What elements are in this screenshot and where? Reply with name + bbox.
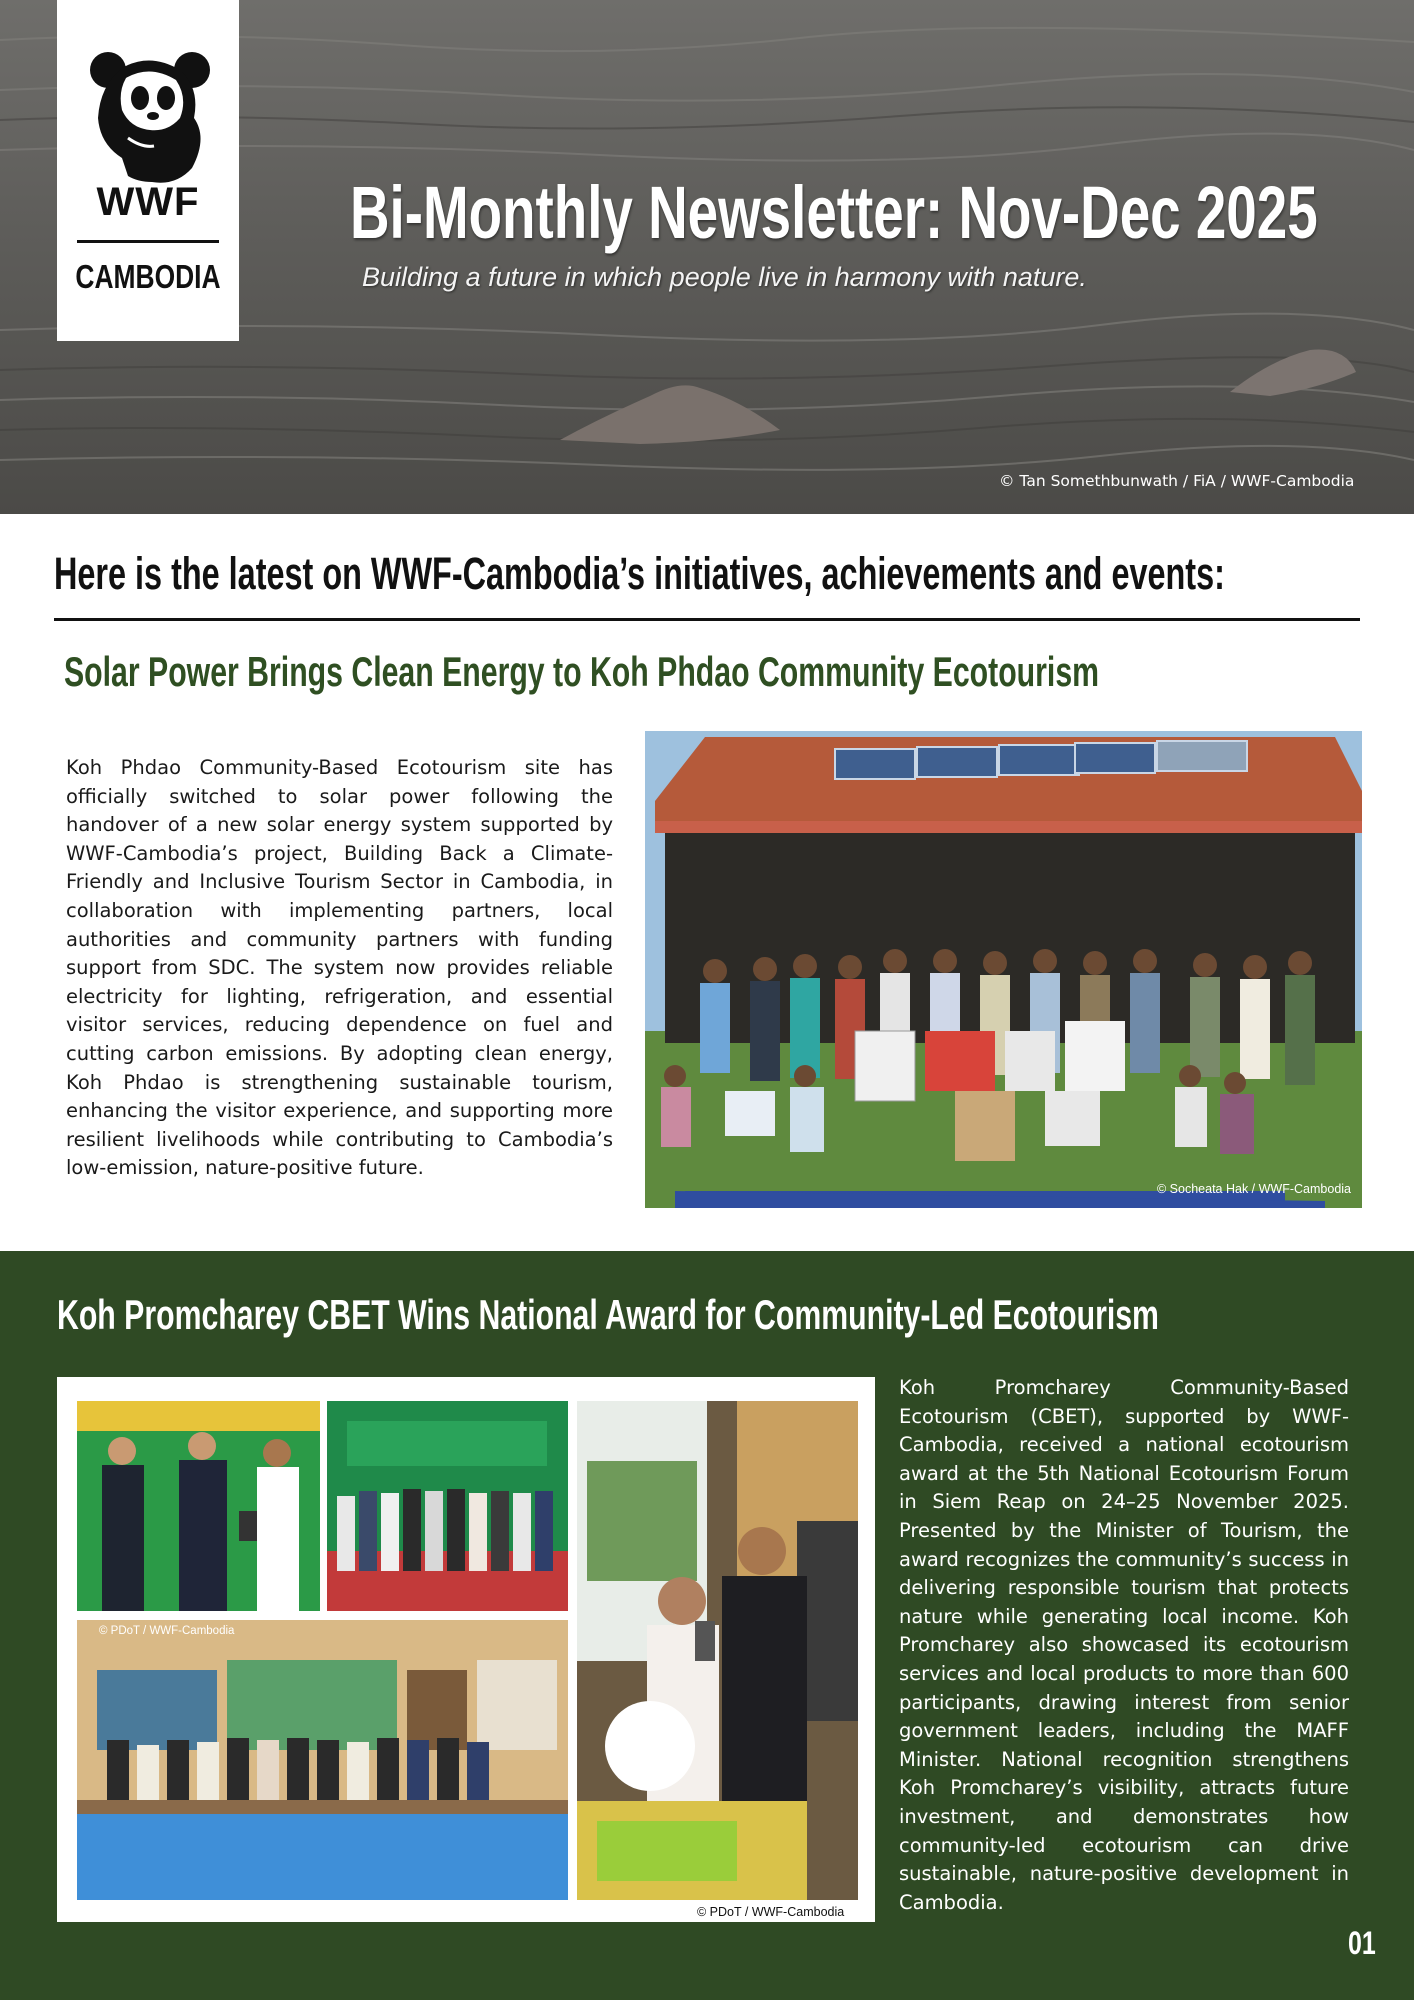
award-winner-photo: [577, 1401, 858, 1900]
wwf-logo: [57, 0, 239, 341]
logo-divider: [77, 240, 219, 243]
article1-body: Koh Phdao Community-Based Ecotourism site has officially switched to solar power following the handover of a new solar energy system supported by WWF-Cambodia’s project, Building Back a Climate-Friendly and Inclusive Tourism Sector in Cambodia, in collaboration with implementing partners, local authorities and community partners with funding support from SDC. The system now provides reliable electricity for lighting, refrigeration, and essential visitor services, reducing dependence on fuel and cutting carbon emissions. By adopting clean energy, Koh Phdao is strengthening sustainable tourism, enhancing the visitor experience, and supporting more resilient livelihoods while contributing to Cambodia’s low-emission, nature-positive future.: [66, 756, 613, 1180]
page-number: 01: [1348, 1925, 1376, 1961]
collage-photo-credit: © PDoT / WWF-Cambodia: [697, 1905, 845, 1919]
solar-photo-credit: © Socheata Hak / WWF-Cambodia: [1157, 1182, 1351, 1196]
newsletter-tagline: Building a future in which people live in harmony with nature.: [362, 262, 1087, 292]
intro-heading: Here is the latest on WWF-Cambodia’s initiatives, achievements and events:: [54, 548, 1225, 599]
header-banner: [0, 0, 1414, 514]
article2-body: Koh Promcharey Community-Based Ecotourism (CBET), supported by WWF-Cambodia, received a national ecotourism award at the 5th National Ecotourism Forum in Siem Reap on 24–25 November 2025. Presented by the Minister of Tourism, the award recognizes the community’s success in delivering responsible tourism that protects nature while generating local income. Koh Promcharey also showcased its ecotourism services and local products to more than 600 participants, drawing interest from senior government leaders, including the MAFF Minister. National recognition strengthens Koh Promcharey’s visibility, attracts future investment, and demonstrates how community-led ecotourism can drive sustainable, nature-positive development in Cambodia.: [899, 1376, 1349, 1914]
article2-title: Koh Promcharey CBET Wins National Award for Community-Led Ecotourism: [57, 1291, 1159, 1338]
forum-group-photo: [327, 1401, 568, 1611]
newsletter-title: Bi-Monthly Newsletter: Nov-Dec 2025: [350, 171, 1318, 254]
article1-title: Solar Power Brings Clean Energy to Koh Phdao Community Ecotourism: [64, 648, 1100, 695]
products-exhibition-photo: [77, 1620, 568, 1900]
award-photo-collage: [57, 1377, 875, 1922]
solar-handover-photo: [645, 731, 1362, 1208]
logo-country: CAMBODIA: [75, 258, 221, 295]
panda-icon: [82, 48, 217, 188]
intro-divider: [54, 618, 1360, 621]
header-photo-credit: © Tan Somethbunwath / FiA / WWF-Cambodia: [999, 472, 1355, 490]
award-ceremony-photo: [77, 1401, 320, 1611]
logo-wwf-mark: WWF: [96, 180, 200, 224]
collage-inner-credit: © PDoT / WWF-Cambodia: [99, 1625, 235, 1637]
